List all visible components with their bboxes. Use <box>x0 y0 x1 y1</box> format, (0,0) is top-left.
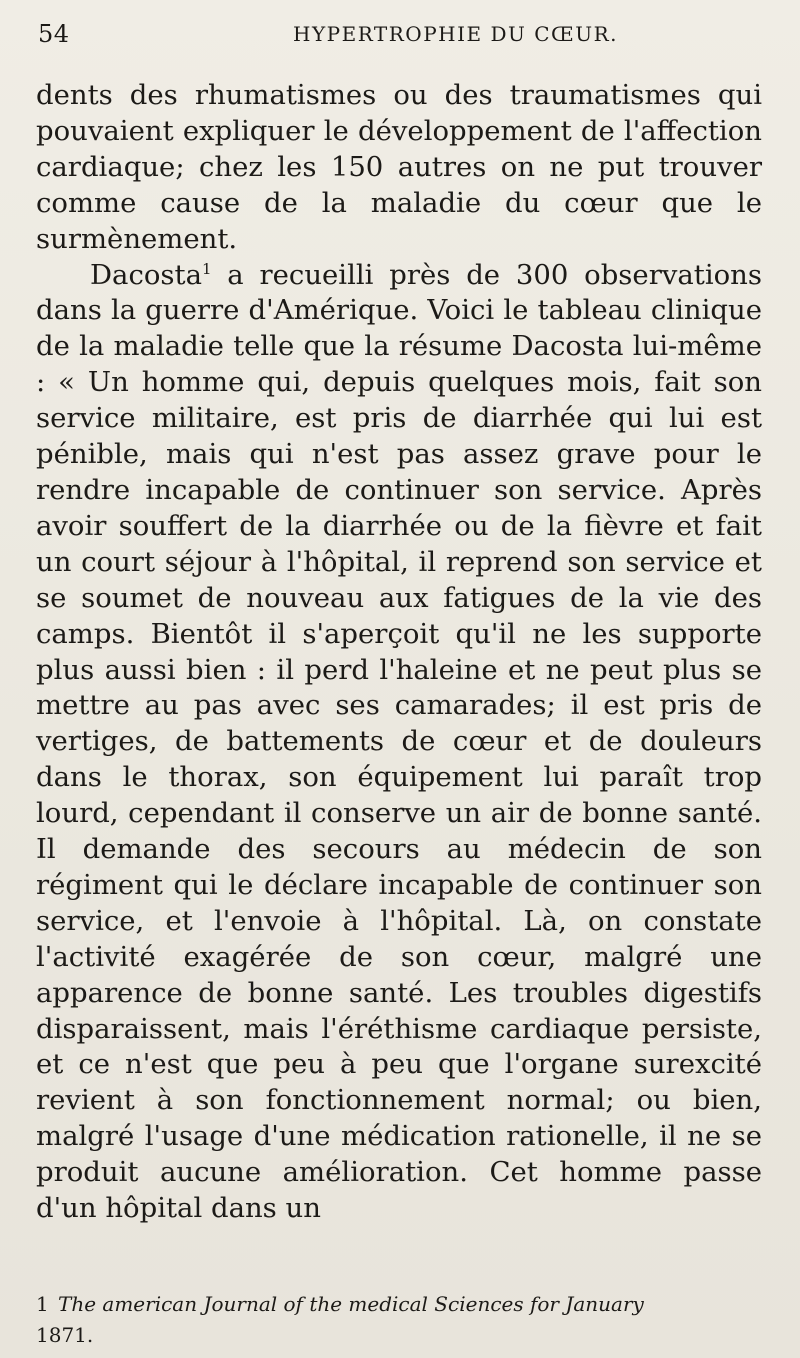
body-text <box>36 78 762 1227</box>
paragraph-1: dents des rhumatismes ou des traumatismes qui pouvaient expliquer le développement de l'affection cardiaque; chez les 150 autres on ne put trouver comme cause de la maladie du cœur que le surmènement. <box>36 79 762 255</box>
running-title: HYPERTROPHIE DU CŒUR. <box>293 22 619 46</box>
footnote-number: 1 <box>36 1292 49 1316</box>
footnote-title: The american Journal of the medical Sciences for January <box>58 1292 644 1316</box>
paragraph-2-text: a recueilli près de 300 observations dans la guerre d'Amérique. Voici le tableau clinique de la maladie telle que la résume Dacosta lui-même : « Un homme qui, depuis quelques mois, fait son service militaire, est pris de diarrhée qui lui est pénible, mais qui n'est pas assez grave pour le rendre incapable de continuer son service. Après avoir souffert de la diarrhée ou de la fièvre et fait un court séjour à l'hôpital, il reprend son service et se soumet de nouveau aux fatigues de la vie des camps. Bientôt il s'aperçoit qu'il ne les supporte plus aussi bien : il perd l'haleine et ne peut plus se mettre au pas avec ses camarades; il est pris de vertiges, de battements de cœur et de douleurs dans le thorax, son équipement lui paraît trop lourd, cependant il conserve un air de bonne santé. Il demande des secours au médecin de son régiment qui le déclare incapable de continuer son service, et l'envoie à l'hôpital. Là, on constate l'activité exagérée de son cœur, malgré une apparence de bonne santé. Les troubles digestifs disparaissent, mais l'éréthisme cardiaque persiste, et ce n'est que peu à peu que l'organe surexcité revient à son fonctionnement normal; ou bien, malgré l'usage d'une médication rationelle, il ne se produit aucune amélioration. Cet homme passe d'un hôpital dans un <box>36 258 762 1225</box>
page-number: 54 <box>38 20 70 48</box>
footnote-year: 1871. <box>36 1323 94 1347</box>
page-header <box>38 12 760 52</box>
footnote <box>36 1289 762 1351</box>
footnote-mark: 1 <box>201 259 212 278</box>
paragraph-2 <box>36 258 762 1227</box>
author-name: Dacosta <box>90 258 202 291</box>
